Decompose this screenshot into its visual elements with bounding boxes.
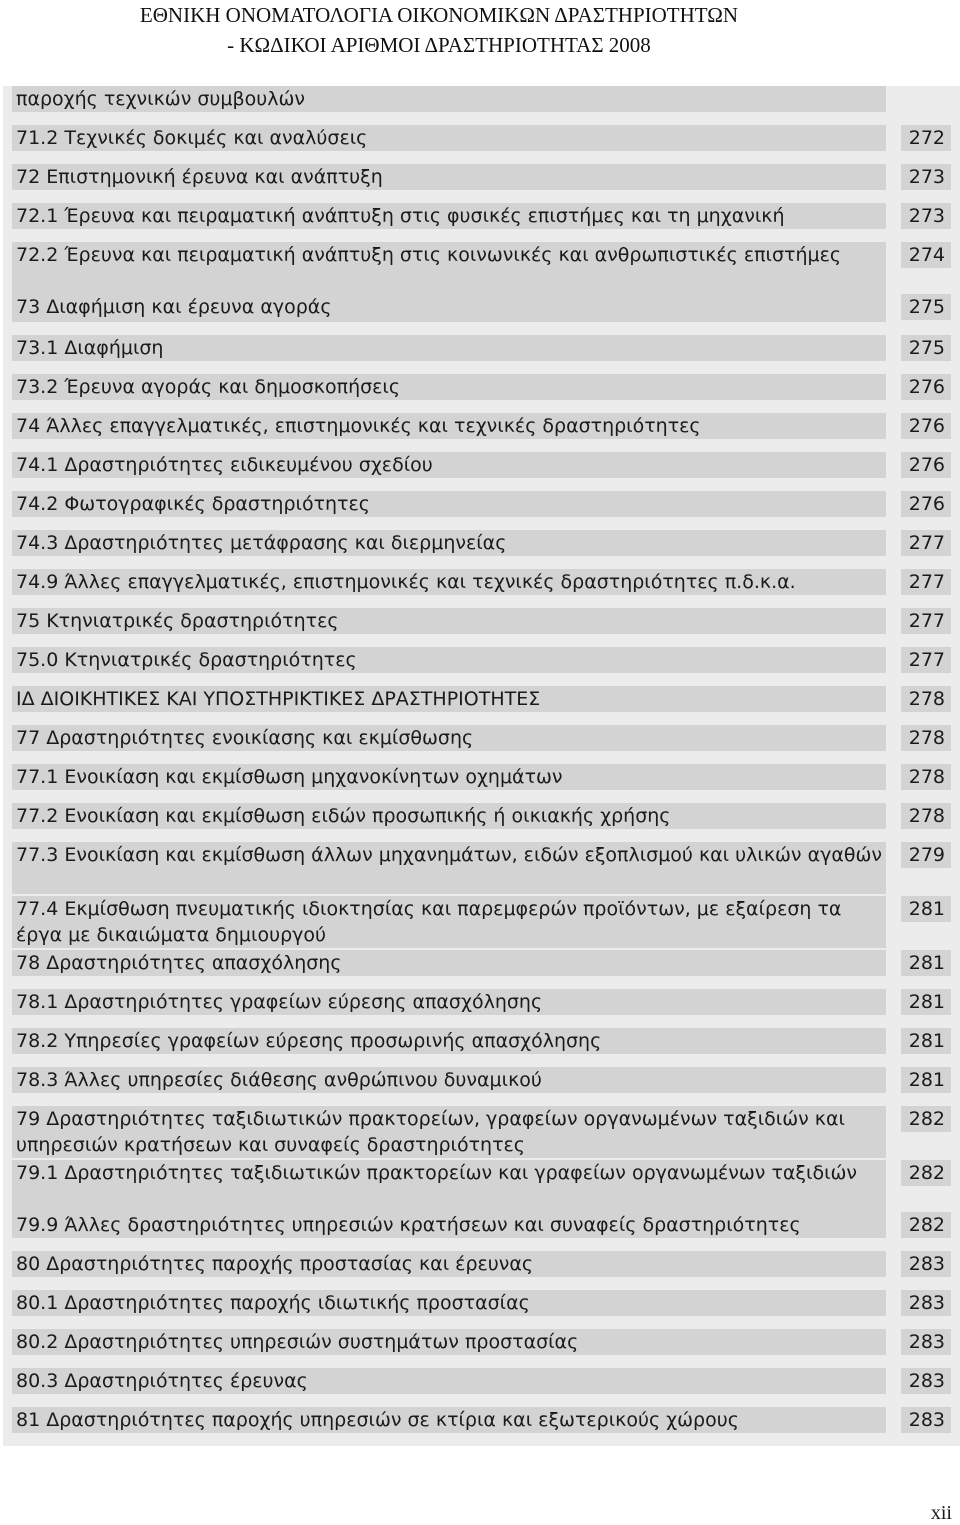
toc-entry-page: 281 [901, 896, 951, 922]
toc-entry[interactable] [3, 86, 960, 112]
header-title: ΕΘΝΙΚΗ ΟΝΟΜΑΤΟΛΟΓΙΑ ΟΙΚΟΝΟΜΙΚΩΝ ΔΡΑΣΤΗΡΙΟΤΗΤΩΝ [139, 3, 738, 27]
toc-entry-page: 272 [901, 125, 951, 151]
toc-entry[interactable] [3, 1106, 960, 1158]
toc-entry-page: 283 [901, 1290, 951, 1316]
toc-entry-page: 281 [901, 989, 951, 1015]
toc-entry-title: 74.9 Άλλες επαγγελματικές, επιστημονικές και τεχνικές δραστηριότητες π.δ.κ.α. [12, 569, 886, 595]
toc-entry-page: 279 [901, 842, 951, 868]
toc-entry[interactable] [3, 452, 960, 478]
toc-entry[interactable] [3, 164, 960, 190]
toc-entry[interactable] [3, 491, 960, 517]
toc-entry[interactable] [3, 950, 960, 976]
toc-entry[interactable] [3, 1251, 960, 1277]
toc-entry[interactable] [3, 803, 960, 829]
toc-entry[interactable] [3, 896, 960, 948]
toc-entry-title: παροχής τεχνικών συμβουλών [12, 86, 886, 112]
toc-entry[interactable] [3, 989, 960, 1015]
toc-entry-page: 277 [901, 647, 951, 673]
toc-entry[interactable] [3, 1368, 960, 1394]
toc-entry-title: 75 Κτηνιατρικές δραστηριότητες [12, 608, 886, 634]
toc-entry-title: 80 Δραστηριότητες παροχής προστασίας και έρευνας [12, 1251, 886, 1277]
toc-entry-page: 281 [901, 1028, 951, 1054]
toc-entry-title: 71.2 Τεχνικές δοκιμές και αναλύσεις [12, 125, 886, 151]
toc-entry-page: 274 [901, 242, 951, 268]
page-number: xii [930, 1502, 952, 1524]
toc-entry-page: 277 [901, 608, 951, 634]
toc-entry-title: 77.3 Ενοικίαση και εκμίσθωση άλλων μηχανημάτων, ειδών εξοπλισμού και υλικών αγαθών [12, 842, 886, 894]
header-subtitle: - ΚΩΔΙΚΟΙ ΑΡΙΘΜΟΙ ΔΡΑΣΤΗΡΙΟΤΗΤΑΣ 2008 [227, 33, 651, 57]
toc-entry-title: 81 Δραστηριότητες παροχής υπηρεσιών σε κτίρια και εξωτερικούς χώρους [12, 1407, 886, 1433]
toc-entry-title: 73 Διαφήμιση και έρευνα αγοράς [12, 294, 886, 322]
toc-entry-title: 77.4 Εκμίσθωση πνευματικής ιδιοκτησίας και παρεμφερών προϊόντων, με εξαίρεση τα έργα με δικαιώματα δημιουργού [12, 896, 886, 948]
toc-entry-title: 79 Δραστηριότητες ταξιδιωτικών πρακτορείων, γραφείων οργανωμένων ταξιδιών και υπηρεσιών κρατήσεων και συναφείς δραστηριότητες [12, 1106, 886, 1158]
toc-entry-title: 73.1 Διαφήμιση [12, 335, 886, 361]
toc-entry-page: 281 [901, 950, 951, 976]
toc-entry-title: 80.1 Δραστηριότητες παροχής ιδιωτικής προστασίας [12, 1290, 886, 1316]
document-header [140, 0, 738, 60]
toc-entry[interactable] [3, 686, 960, 712]
toc-entry[interactable] [3, 242, 960, 294]
toc-entry-page: 276 [901, 491, 951, 517]
toc-entry[interactable] [3, 764, 960, 790]
toc-entry-page: 281 [901, 1067, 951, 1093]
toc-entry-page: 275 [901, 335, 951, 361]
toc-entry-title: 78.1 Δραστηριότητες γραφείων εύρεσης απασχόλησης [12, 989, 886, 1015]
toc-entry-title: 74.3 Δραστηριότητες μετάφρασης και διερμηνείας [12, 530, 886, 556]
toc-entry-title: 74.2 Φωτογραφικές δραστηριότητες [12, 491, 886, 517]
toc-entry-page: 276 [901, 413, 951, 439]
toc-entry[interactable] [3, 1407, 960, 1433]
table-of-contents [3, 86, 960, 1446]
toc-entry[interactable] [3, 842, 960, 894]
toc-entry-page: 283 [901, 1251, 951, 1277]
toc-entry-page: 277 [901, 569, 951, 595]
toc-entry-title: 74.1 Δραστηριότητες ειδικευμένου σχεδίου [12, 452, 886, 478]
toc-entry-title: 77.2 Ενοικίαση και εκμίσθωση ειδών προσωπικής ή οικιακής χρήσης [12, 803, 886, 829]
toc-entry-page: 282 [901, 1212, 951, 1238]
toc-entry-title: 78 Δραστηριότητες απασχόλησης [12, 950, 886, 976]
toc-entry[interactable] [3, 335, 960, 361]
toc-entry-page: 273 [901, 164, 951, 190]
toc-entry[interactable] [3, 1329, 960, 1355]
toc-entry-page: 282 [901, 1160, 951, 1186]
toc-entry[interactable] [3, 413, 960, 439]
toc-entry-title: 77 Δραστηριότητες ενοικίασης και εκμίσθωσης [12, 725, 886, 751]
toc-entry[interactable] [3, 530, 960, 556]
toc-entry-page: 273 [901, 203, 951, 229]
toc-entry-page: 282 [901, 1106, 951, 1132]
toc-entry-title: 80.3 Δραστηριότητες έρευνας [12, 1368, 886, 1394]
toc-entry-title: ΙΔ ΔΙΟΙΚΗΤΙΚΕΣ ΚΑΙ ΥΠΟΣΤΗΡΙΚΤΙΚΕΣ ΔΡΑΣΤΗΡΙΟΤΗΤΕΣ [12, 686, 886, 712]
toc-entry-page: 276 [901, 452, 951, 478]
toc-entry-page: 283 [901, 1368, 951, 1394]
toc-entry-page: 275 [901, 294, 951, 320]
toc-entry[interactable] [3, 294, 960, 322]
toc-entry[interactable] [3, 647, 960, 673]
toc-entry[interactable] [3, 125, 960, 151]
toc-entry-title: 78.2 Υπηρεσίες γραφείων εύρεσης προσωρινής απασχόλησης [12, 1028, 886, 1054]
toc-entry[interactable] [3, 1160, 960, 1212]
toc-entry-title: 79.1 Δραστηριότητες ταξιδιωτικών πρακτορείων και γραφείων οργανωμένων ταξιδιών [12, 1160, 886, 1212]
toc-entry-page: 283 [901, 1329, 951, 1355]
toc-entry[interactable] [3, 1067, 960, 1093]
toc-entry[interactable] [3, 374, 960, 400]
toc-entry-page: 278 [901, 725, 951, 751]
toc-entry-page: 283 [901, 1407, 951, 1433]
toc-entry[interactable] [3, 608, 960, 634]
toc-entry-title: 72.2 Έρευνα και πειραματική ανάπτυξη στις κοινωνικές και ανθρωπιστικές επιστήμες [12, 242, 886, 294]
toc-entry[interactable] [3, 1212, 960, 1238]
toc-entry-page: 278 [901, 686, 951, 712]
toc-entry[interactable] [3, 1028, 960, 1054]
toc-entry-title: 78.3 Άλλες υπηρεσίες διάθεσης ανθρώπινου δυναμικού [12, 1067, 886, 1093]
toc-entry-title: 79.9 Άλλες δραστηριότητες υπηρεσιών κρατήσεων και συναφείς δραστηριότητες [12, 1212, 886, 1238]
toc-entry-title: 72.1 Έρευνα και πειραματική ανάπτυξη στις φυσικές επιστήμες και τη μηχανική [12, 203, 886, 229]
toc-entry-title: 77.1 Ενοικίαση και εκμίσθωση μηχανοκίνητων οχημάτων [12, 764, 886, 790]
toc-entry-title: 75.0 Κτηνιατρικές δραστηριότητες [12, 647, 886, 673]
toc-entry-page: 277 [901, 530, 951, 556]
toc-entry[interactable] [3, 569, 960, 595]
toc-entry-title: 73.2 Έρευνα αγοράς και δημοσκοπήσεις [12, 374, 886, 400]
toc-entry[interactable] [3, 1290, 960, 1316]
toc-entry-page: 278 [901, 764, 951, 790]
toc-entry-title: 74 Άλλες επαγγελματικές, επιστημονικές και τεχνικές δραστηριότητες [12, 413, 886, 439]
toc-entry-page: 276 [901, 374, 951, 400]
toc-entry[interactable] [3, 725, 960, 751]
toc-entry-title: 80.2 Δραστηριότητες υπηρεσιών συστημάτων προστασίας [12, 1329, 886, 1355]
toc-entry-title: 72 Επιστημονική έρευνα και ανάπτυξη [12, 164, 886, 190]
toc-entry[interactable] [3, 203, 960, 229]
toc-entry-page: 278 [901, 803, 951, 829]
